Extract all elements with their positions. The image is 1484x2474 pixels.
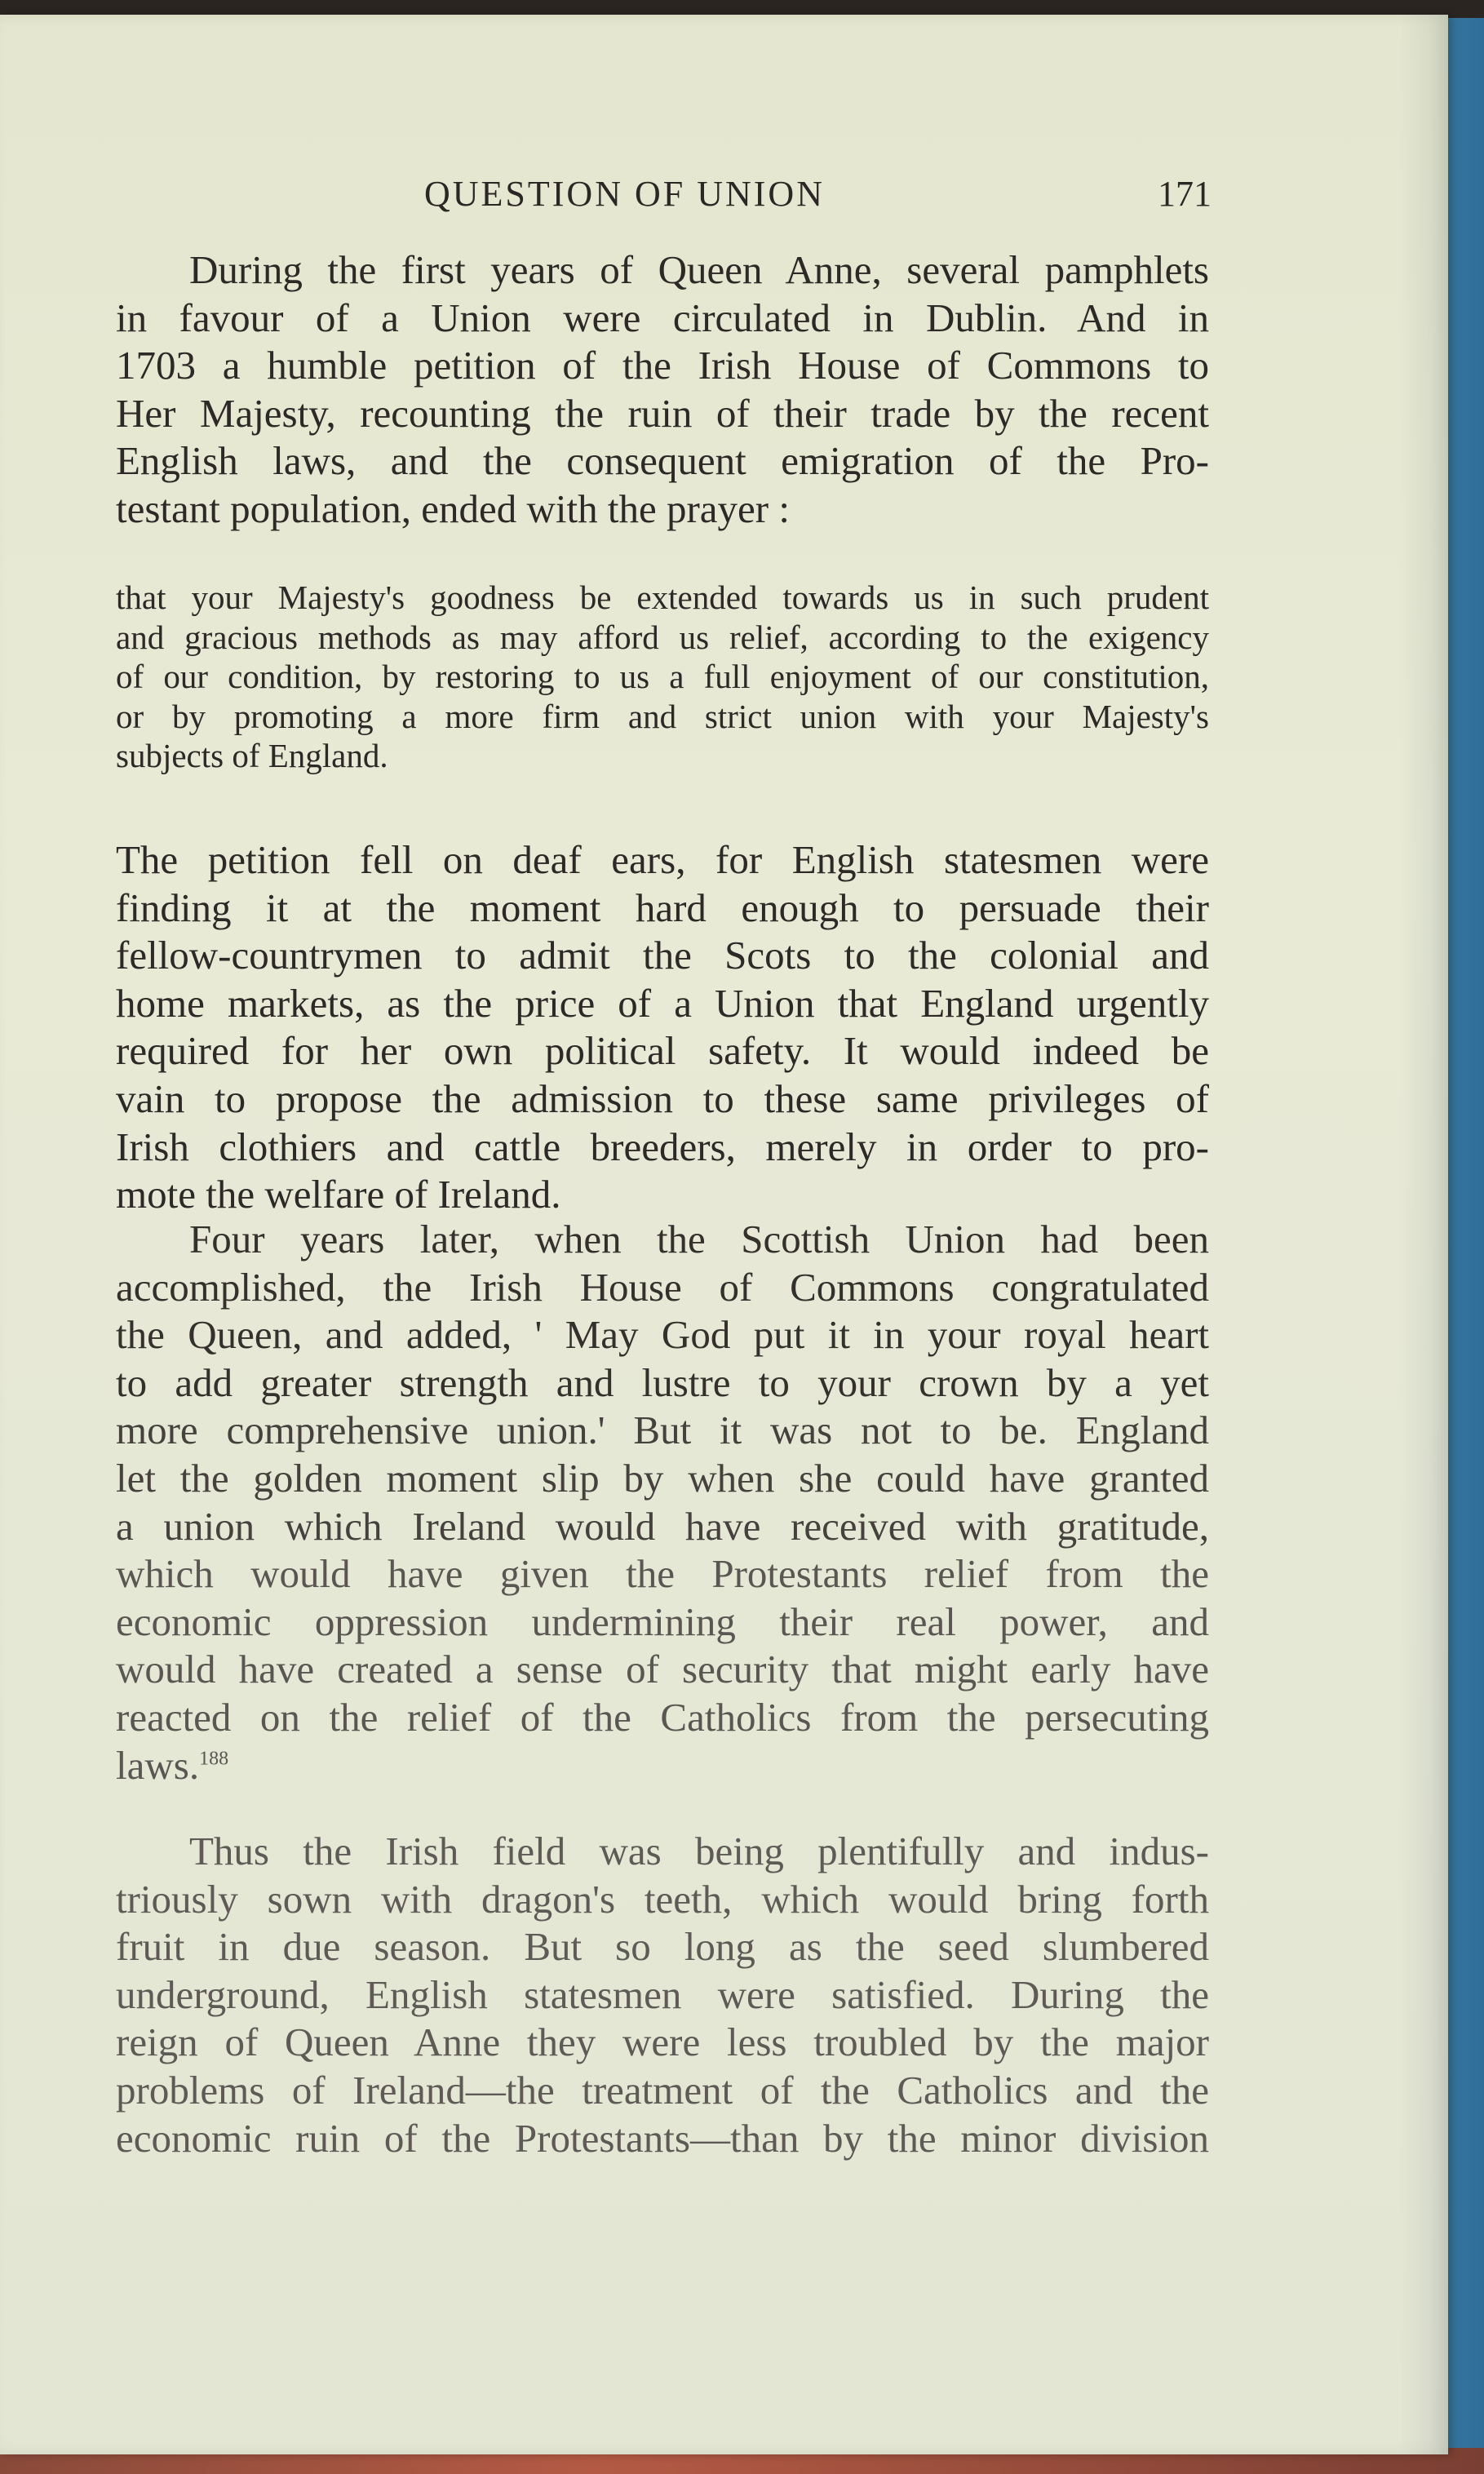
text-line: laws. <box>116 1742 200 1788</box>
page-gutter-shade <box>1399 15 1448 2454</box>
paragraph-2 <box>116 836 1209 1219</box>
running-title: QUESTION OF UNION <box>424 174 825 214</box>
text-line: testant population, ended with the prayer : <box>116 485 790 531</box>
text-line: a union which Ireland would have received with gratitude, <box>116 1503 1209 1549</box>
text-line: let the golden moment slip by when she could have granted <box>116 1455 1209 1501</box>
paragraph-3 <box>116 1216 1209 1789</box>
quote-line: or by promoting a more firm and strict union with your Majesty's <box>116 697 1209 735</box>
text-line: more comprehensive union.' But it was not to be. England <box>116 1408 1209 1453</box>
text-line: finding it at the moment hard enough to persuade their <box>116 885 1209 930</box>
quote-line: of our condition, by restoring to us a full enjoyment of our constitution, <box>116 658 1209 696</box>
text-line: triously sown with dragon's teeth, which would bring forth <box>116 1876 1209 1922</box>
quote-line: that your Majesty's goodness be extended towards us in such prudent <box>116 579 1209 616</box>
text-line: mote the welfare of Ireland. <box>116 1172 561 1217</box>
text-line: Irish clothiers and cattle breeders, merely in order to pro- <box>116 1124 1209 1169</box>
text-line: problems of Ireland—the treatment of the Catholics and the <box>116 2067 1209 2113</box>
quote-line: subjects of England. <box>116 737 388 775</box>
text-line: fruit in due season. But so long as the seed slumbered <box>116 1924 1209 1970</box>
page-number: 171 <box>1158 174 1212 214</box>
text-line: reacted on the relief of the Catholics from the persecuting <box>116 1694 1209 1740</box>
text-line: underground, English statesmen were satisfied. During the <box>116 1971 1209 2017</box>
text-line: 1703 a humble petition of the Irish House of Commons to <box>116 343 1209 388</box>
text-line: Four years later, when the Scottish Union had been <box>189 1217 1209 1261</box>
text-line: accomplished, the Irish House of Commons congratulated <box>116 1264 1209 1310</box>
paragraph-1 <box>116 246 1209 534</box>
text-line: would have created a sense of security that might early have <box>116 1647 1209 1692</box>
text-line: reign of Queen Anne they were less troubled by the major <box>116 2020 1209 2065</box>
text-line: The petition fell on deaf ears, for English statesmen were <box>116 837 1209 882</box>
text-line: economic oppression undermining their real power, and <box>116 1598 1209 1644</box>
text-line: Her Majesty, recounting the ruin of their trade by the recent <box>116 390 1209 436</box>
paragraph-4 <box>116 1828 1209 2162</box>
text-line: which would have given the Protestants relief from the <box>116 1551 1209 1597</box>
text-line: required for her own political safety. It would indeed be <box>116 1028 1209 1074</box>
text-line: During the first years of Queen Anne, several pamphlets <box>189 247 1209 292</box>
footnote-reference: 188 <box>199 1748 229 1770</box>
text-line: the Queen, and added, ' May God put it in your royal heart <box>116 1312 1209 1358</box>
text-line: English laws, and the consequent emigration of the Pro- <box>116 438 1209 484</box>
block-quote <box>116 578 1209 776</box>
text-line: in favour of a Union were circulated in Dublin. And in <box>116 295 1209 340</box>
text-line: fellow-countrymen to admit the Scots to the colonial and <box>116 933 1209 978</box>
text-line: economic ruin of the Protestants—than by the minor division <box>116 2115 1209 2161</box>
text-line: home markets, as the price of a Union that England urgently <box>116 980 1209 1026</box>
text-line-with-footnote <box>116 1742 1209 1790</box>
text-line: Thus the Irish field was being plentifully and indus- <box>189 1829 1209 1873</box>
text-line: vain to propose the admission to these same privileges of <box>116 1075 1209 1121</box>
text-line: to add greater strength and lustre to your crown by a yet <box>116 1359 1209 1405</box>
quote-line: and gracious methods as may afford us relief, according to the exigency <box>116 618 1209 656</box>
running-head <box>114 173 1212 222</box>
